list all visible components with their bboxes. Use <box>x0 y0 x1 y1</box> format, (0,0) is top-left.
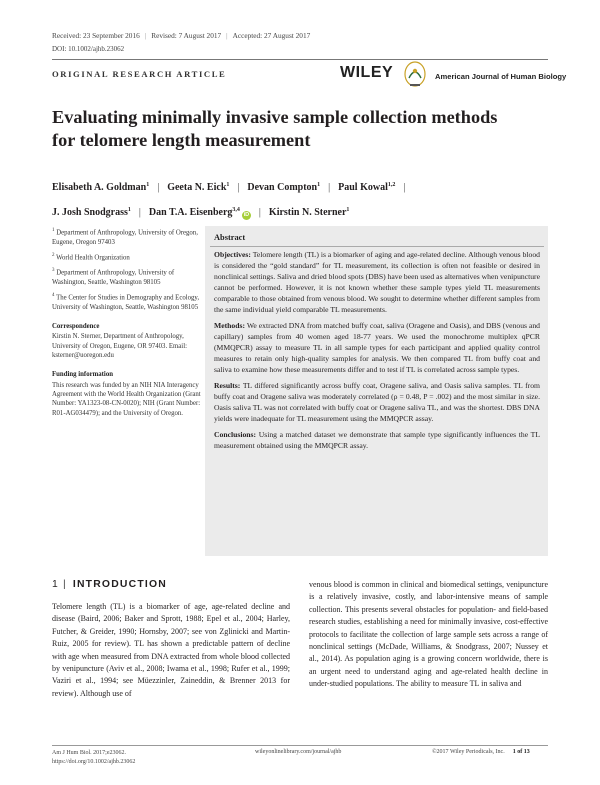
author[interactable]: J. Josh Snodgrass$^1$ <box>52 207 131 218</box>
correspondence-text: Kirstin N. Sterner, Department of Anthropology, University of Oregon, Eugene, OR 97403. Email: ksterner@uoregon.edu <box>52 333 187 360</box>
article-type: ORIGINAL RESEARCH ARTICLE <box>52 69 227 79</box>
abstract-results: Results: TL differed significantly across buffy coat, Oragene saliva, and Oasis saliva samples. TL from buffy coat and Oragene saliva was moderately correlated (ρ = 0.48, P = .002) and the most similar in size. Oasis saliva TL was not correlated with buffy coat or Oragene saliva TL, and was the shortest. DBS DNA yields were inadequate for TL measurement using the MMQPCR assay. <box>214 381 540 423</box>
author[interactable]: Elisabeth A. Goldman$^1$ <box>52 182 150 193</box>
received-date: Received: 23 September 2016 <box>52 31 140 40</box>
author-info-column <box>52 226 202 418</box>
abstract-objectives: Objectives: Telomere length (TL) is a biomarker of aging and age-related decline. Although venous blood is considered the “gold standard” for TL measurement, its collection is often not feasible or desired in nonclinical settings. Saliva and dried blood spots (DBS) have been used as alternatives when venipuncture cannot be performed. However, it is not known whether these sample types yield TL measurements comparable to those obtained from venous blood. We sought to determine whether different samples from the same individual yield comparable TL measurements. <box>214 250 540 314</box>
footer-right <box>432 749 530 755</box>
body-text-column-1: Telomere length (TL) is a biomarker of age, age-related decline and disease (Baird, 2006; Baker and Sprott, 1988; Epel et al., 2004; Harley, Futcher, & Greider, 1990; Hornsby, 2007; see von Zglinicki and Martin-Ruiz, 2005 for review). TL has shown a predictable pattern of decline with age when measured from DNA extracted from whole blood collected by venipuncture (Aviv et al., 2008; Iwama et al., 1998; Rufer et al., 1999; Vaziri et al., 1994; see Müezzinler, Zaineddin, & Brenner 2013 for review). Although use of <box>52 602 290 698</box>
article-title: Evaluating minimally invasive sample collection methods for telomere length measurement <box>52 107 498 150</box>
section-number: 1 <box>52 579 59 590</box>
funding-heading: Funding information <box>52 371 113 379</box>
affiliation: $^1$ Department of Anthropology, University of Oregon, Eugene, Oregon 97403 <box>52 228 198 246</box>
author-list: Elisabeth A. Goldman$^1$ | Geeta N. Eick$^1$ | Devan Compton$^1$ | Paul Kowal$^{1,2}$ | J. Josh Snodgrass$^1$ | Dan T.A. Eisenberg$^{3,4}$iD | Kirstin N. Sterner$^1$ <box>52 182 406 218</box>
journal-site-link[interactable]: wileyonlinelibrary.com/journal/ajhb <box>255 749 342 755</box>
copyright: ©2017 Wiley Periodicals, Inc. <box>432 749 505 755</box>
citation-text: Am J Hum Biol. 2017;e23062. <box>52 750 127 756</box>
author[interactable]: Kirstin N. Sterner$^1$ <box>268 207 350 218</box>
funding-text: This research was funded by an NIH NIA Interagency Agreement with the World Health Organization (Grant Number: YA1323-08-CN-0020); NIH (Grant Number: R01-AG034479); and the University of Oregon. <box>52 381 201 417</box>
abstract-conclusions: Conclusions: Using a matched dataset we demonstrate that sample type significantly influences the TL measurement obtained using the MMQPCR assay. <box>214 430 540 450</box>
header-divider <box>52 59 548 60</box>
correspondence-heading: Correspondence <box>52 323 100 331</box>
author[interactable]: Geeta N. Eick$^1$ <box>167 182 230 193</box>
abstract-divider <box>210 246 544 247</box>
abstract-methods: Methods: We extracted DNA from matched buffy coat, saliva (Oragene and Oasis), and DBS (venous and capillary) samples from 40 women aged 18-77 years. We used the monochrome multiplex qPCR (MMQPCR) assay to measure TL in all sample types for each participant and applied quality control measures to retain only high-quality samples for analysis. We then compared TL from buffy coat and saliva to examine how these measurements differ and to test if TL is correlated across sample types. <box>214 321 540 374</box>
footer-citation <box>52 749 135 766</box>
journal-name: American Journal of Human Biology <box>435 72 567 81</box>
doi[interactable]: DOI: 10.1002/ajhb.23062 <box>52 45 125 53</box>
affiliation: $^4$ The Center for Studies in Demography and Ecology, University of Washington, Seattle, Washington 98105 <box>52 293 200 311</box>
date-separator: | <box>144 31 147 40</box>
article-dates <box>52 31 452 40</box>
abstract-body <box>214 249 540 456</box>
affiliation: $^3$ Department of Anthropology, University of Washington, Seattle, Washington 98105 <box>52 268 175 286</box>
affiliation: $^2$ World Health Organization <box>52 252 130 262</box>
publisher-logo: WILEY <box>340 64 394 81</box>
page-number: 1 of 13 <box>512 749 530 755</box>
section-heading: 1 | INTRODUCTION <box>52 579 167 590</box>
body-text-column-2: venous blood is common in clinical and biomedical settings, venipuncture is a relatively invasive, costly, and labor-intensive means of sample collection. This presents several obstacles for population- and field-based research studies, establishing a need for minimally invasive, cost-effective protocols to facilitate the collection of large sample sets across a range of nonclinical settings (McDade, Williams, & Snodgrass, 2007; Nussey et al., 2014). As population aging is a growing concern worldwide, there is an urgent need to understand aging and age-related health decline in under-studied populations. The ability to measure TL in saliva and <box>309 580 548 689</box>
author[interactable]: Paul Kowal$^{1,2}$ <box>338 182 396 193</box>
section-title: INTRODUCTION <box>72 579 167 590</box>
revised-date: Revised: 7 August 2017 <box>151 31 222 40</box>
abstract-heading: Abstract <box>214 233 246 242</box>
date-separator: | <box>226 31 228 40</box>
accepted-date: Accepted: 27 August 2017 <box>232 31 311 40</box>
author[interactable]: Dan T.A. Eisenberg$^{3,4}$ <box>148 207 240 218</box>
footer-divider <box>52 745 548 746</box>
publisher-seal-icon <box>402 60 428 90</box>
doi-link[interactable]: https://doi.org/10.1002/ajhb.23062 <box>52 758 136 765</box>
author[interactable]: Devan Compton$^1$ <box>247 182 321 193</box>
orcid-icon[interactable]: iD <box>243 212 250 218</box>
